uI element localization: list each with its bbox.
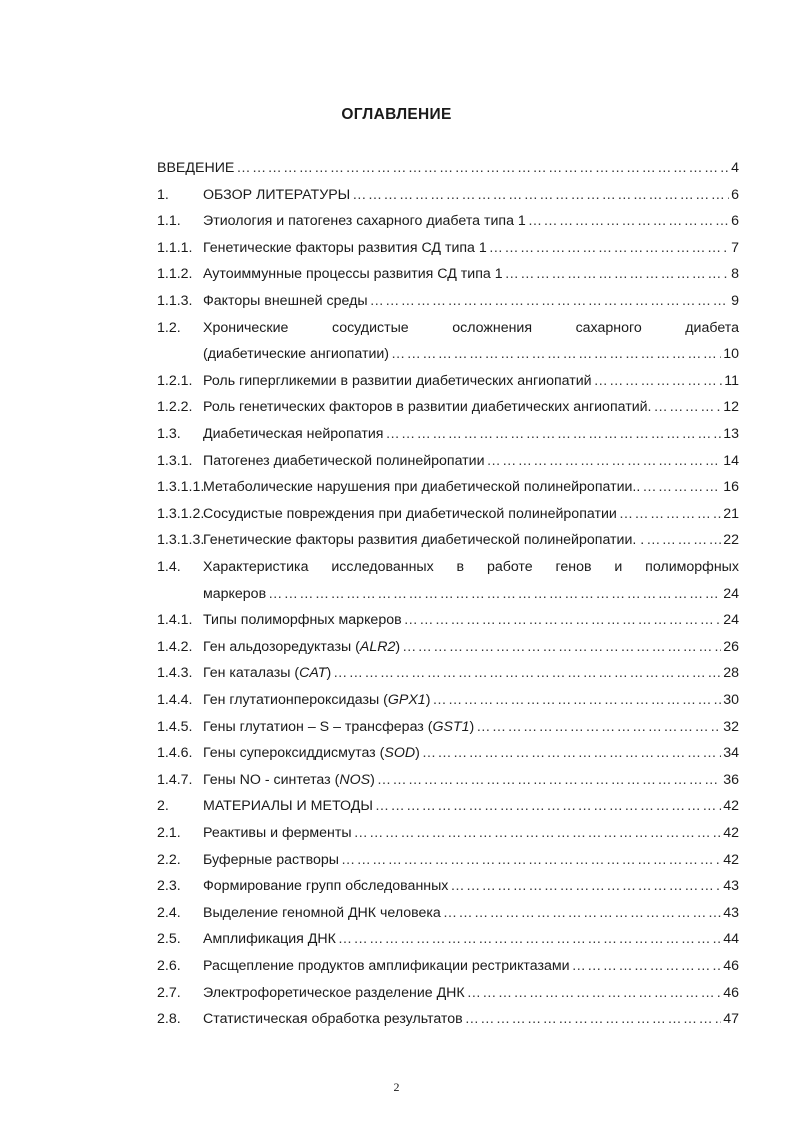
toc-entry-label: Гены NO - синтетаз (NOS) <box>203 771 375 788</box>
leader-dots <box>400 637 721 657</box>
toc-entry-word: в <box>456 559 465 575</box>
toc-entry-number: 1.3. <box>157 426 181 442</box>
toc-entry <box>157 371 739 391</box>
toc-entry-label: Амплификация ДНК <box>203 931 336 948</box>
toc-entry-page: 24 <box>723 612 739 629</box>
toc-entry <box>157 610 739 630</box>
toc-entry-number: 1.3.1.3. <box>157 532 205 549</box>
toc-entry <box>157 983 739 1003</box>
toc-entry-label: Генетические факторы развития СД типа 1 <box>203 239 487 256</box>
leader-dots <box>350 185 729 205</box>
leader-dots <box>640 477 721 497</box>
toc-entry <box>157 344 739 364</box>
toc-entry-label: Выделение геномной ДНК человека <box>203 904 441 921</box>
toc-entry-number: 1.4.5. <box>157 718 193 735</box>
toc-entry-word: полиморфных <box>645 559 739 575</box>
leader-dots <box>465 983 722 1003</box>
toc-entry-page: 26 <box>723 638 739 655</box>
toc-entry-number: 1. <box>157 186 169 203</box>
leader-dots <box>368 291 730 311</box>
toc-entry-page: 9 <box>731 293 739 309</box>
toc-entry-label: Роль гипергликемии в развитии диабетических ангиопатий <box>203 372 592 389</box>
toc-entry-word: Характеристика <box>203 559 309 575</box>
toc-entry <box>157 185 739 205</box>
leader-dots <box>644 530 721 550</box>
toc-entry-label: Реактивы и ферменты <box>203 825 352 841</box>
toc-entry <box>157 477 739 497</box>
toc-entry-number: 1.1.1. <box>157 239 193 256</box>
leader-dots <box>389 344 721 364</box>
leader-dots <box>375 770 721 790</box>
toc-entry-label: Сосудистые повреждения при диабетической полинейропатии <box>203 505 617 522</box>
leader-dots <box>448 876 721 896</box>
toc-entry-page: 34 <box>723 745 739 762</box>
gene-symbol: CAT <box>299 665 327 682</box>
toc-entry-label: Аутоиммунные процессы развития СД типа 1 <box>203 266 503 283</box>
toc-entry <box>157 876 739 896</box>
toc-entry <box>157 850 739 870</box>
toc-entry-label <box>203 557 739 577</box>
page-title: ОГЛАВЛЕНИЕ <box>341 106 452 123</box>
toc-entry <box>157 211 739 231</box>
gene-symbol: ALR2 <box>359 638 396 655</box>
toc-entry <box>157 424 739 444</box>
toc-entry-number: 2.5. <box>157 931 181 948</box>
toc-entry-label: Ген альдозоредуктазы (ALR2) <box>203 638 401 655</box>
toc-entry-page: 7 <box>731 239 739 256</box>
toc-entry-page: 43 <box>723 904 739 921</box>
toc-entry <box>157 291 739 311</box>
toc-entry-label: Этиология и патогенез сахарного диабета типа 1 <box>203 213 526 230</box>
toc-entry-label: Гены глутатион – S – трансфераз (GST1) <box>203 718 475 735</box>
toc-entry-page: 46 <box>723 984 739 1001</box>
leader-dots <box>234 158 729 178</box>
toc-entry-label: Статистическая обработка результатов <box>203 1011 463 1028</box>
leader-dots <box>617 504 721 524</box>
toc-entry <box>157 717 739 737</box>
toc-entry-word: диабета <box>685 319 739 336</box>
toc-entry <box>157 903 739 923</box>
toc-entry-page: 44 <box>723 931 739 948</box>
toc-entry-label: ОБЗОР ЛИТЕРАТУРЫ <box>203 186 351 203</box>
toc-entry <box>157 690 739 710</box>
toc-entry-label: Типы полиморфных маркеров <box>203 612 402 629</box>
leader-dots <box>336 929 721 949</box>
toc-entry-number: 1.4.4. <box>157 692 193 708</box>
toc-entry-label: Факторы внешней среды <box>203 293 368 309</box>
toc-entry-page: 46 <box>723 958 739 974</box>
leader-dots <box>430 690 721 710</box>
toc-entry-page: 14 <box>723 452 739 469</box>
toc-entry <box>157 264 739 284</box>
toc-entry-word: осложнения <box>452 319 533 336</box>
leader-dots <box>402 610 722 630</box>
toc-entry-page: 28 <box>723 665 739 682</box>
toc-entry-number: 2.3. <box>157 878 181 895</box>
toc-entry-page: 21 <box>723 505 739 522</box>
toc-entry-page: 47 <box>723 1011 739 1028</box>
toc-entry-page: 6 <box>731 186 739 203</box>
leader-dots <box>652 397 722 417</box>
leader-dots <box>463 1009 722 1029</box>
toc-entry-word: работе <box>486 559 533 575</box>
toc-entry <box>157 1009 739 1029</box>
leader-dots <box>383 424 721 444</box>
toc-entry-number: 2.2. <box>157 851 181 868</box>
toc-entry-word: сахарного <box>575 319 642 336</box>
toc-entry-page: 6 <box>731 213 739 230</box>
toc-entry-number: 2.7. <box>157 984 181 1001</box>
toc-entry-number: 2. <box>157 798 169 815</box>
toc-entry <box>157 397 739 417</box>
toc-entry <box>157 796 739 816</box>
toc-entry <box>157 929 739 949</box>
toc-entry-page: 11 <box>724 372 739 389</box>
toc-entry-number: 1.4.6. <box>157 745 193 762</box>
toc-entry-word: Хронические <box>203 319 289 336</box>
toc-entry-label: Гены супероксиддисмутаз (SOD) <box>203 745 420 762</box>
toc-entry-page: 42 <box>723 798 739 815</box>
toc-entry-number: 1.1. <box>157 213 181 230</box>
toc-entry <box>157 557 739 577</box>
toc-entry-number: 1.4. <box>157 559 181 575</box>
toc-entry-page: 42 <box>723 851 739 868</box>
toc-entry-number: 2.4. <box>157 904 181 921</box>
toc-entry-number: 1.4.1. <box>157 612 193 629</box>
toc-entry <box>157 770 739 790</box>
toc-entry <box>157 530 739 550</box>
toc-entry-page: 16 <box>723 479 739 496</box>
toc-entry <box>157 451 739 471</box>
toc-entry-label: Буферные растворы <box>203 851 339 868</box>
toc-entry-number: 2.1. <box>157 825 181 841</box>
toc-entry-number: 2.6. <box>157 958 181 974</box>
toc-entry-label: Метаболические нарушения при диабетической полинейропатии.. <box>203 479 641 496</box>
leader-dots <box>339 850 721 870</box>
toc-entry-label: Электрофоретическое разделение ДНК <box>203 984 465 1001</box>
toc-entry-page: 36 <box>723 771 739 788</box>
toc-entry <box>157 637 739 657</box>
toc-entry-number: 1.1.2. <box>157 266 193 283</box>
toc-entry-number: 1.4.7. <box>157 771 193 788</box>
toc-entry-number: 1.2.2. <box>157 399 193 416</box>
toc-entry-word: и <box>614 559 623 575</box>
toc-entry <box>157 318 739 338</box>
toc-entry-label: Генетические факторы развития диабетической полинейропатии. . <box>203 532 645 549</box>
leader-dots <box>420 743 721 763</box>
toc-entry-label: Ген глутатионпероксидазы (GPX1) <box>203 692 431 708</box>
leader-dots <box>474 717 721 737</box>
toc-entry-label: Роль генетических факторов в развитии диабетических ангиопатий. <box>203 399 652 416</box>
leader-dots <box>485 451 722 471</box>
toc-entry <box>157 504 739 524</box>
toc-entry-label <box>203 318 739 338</box>
leader-dots <box>373 796 721 816</box>
toc-entry-label: Ген каталазы (CAT) <box>203 665 332 682</box>
toc-entry-number: 1.4.2. <box>157 638 193 655</box>
toc-entry-word: сосудистые <box>331 319 409 336</box>
toc-entry-page: 32 <box>723 718 739 735</box>
toc-entry-number: 1.3.1.1. <box>157 479 205 496</box>
toc-entry-page: 12 <box>723 399 739 416</box>
toc-entry-label: Диабетическая нейропатия <box>203 426 384 442</box>
toc-entry <box>157 158 739 178</box>
leader-dots <box>441 903 721 923</box>
toc-entry-number: 1.3.1. <box>157 452 193 469</box>
toc-entry-number: 1.4.3. <box>157 665 193 682</box>
toc-entry <box>157 823 739 843</box>
gene-symbol: NOS <box>339 771 371 788</box>
toc-entry-page: 42 <box>723 825 739 841</box>
toc-entry <box>157 663 739 683</box>
toc-entry-label: МАТЕРИАЛЫ И МЕТОДЫ <box>203 798 373 815</box>
toc-entry-label: ВВЕДЕНИЕ <box>157 160 235 176</box>
toc-entry-page: 4 <box>731 160 739 176</box>
toc-entry <box>157 238 739 258</box>
gene-symbol: GPX1 <box>387 692 426 708</box>
toc-entry-page: 8 <box>731 266 739 283</box>
toc-entry-label: Формирование групп обследованных <box>203 878 449 895</box>
toc-entry-label: Расщепление продуктов амплификации рестриктазами <box>203 958 570 974</box>
toc-entry-number: 1.2. <box>157 319 181 336</box>
toc-entry <box>157 743 739 763</box>
toc-entry-page: 10 <box>723 346 739 363</box>
toc-entry <box>157 956 739 976</box>
toc-entry-page: 22 <box>723 532 739 549</box>
toc-entry-label-continued: (диабетические ангиопатии) <box>203 346 390 363</box>
toc-entry-label: Патогенез диабетической полинейропатии <box>203 452 485 469</box>
leader-dots <box>352 823 722 843</box>
toc-entry-page: 13 <box>723 426 739 442</box>
leader-dots <box>592 371 723 391</box>
leader-dots <box>487 238 729 258</box>
leader-dots <box>526 211 729 231</box>
toc-entry-label-continued: маркеров <box>203 585 267 602</box>
leader-dots <box>503 264 730 284</box>
toc-entry-number: 1.3.1.2. <box>157 505 205 522</box>
gene-symbol: SOD <box>384 745 416 762</box>
gene-symbol: GST1 <box>432 718 470 735</box>
toc-entry-number: 1.1.3. <box>157 293 193 309</box>
leader-dots <box>331 663 721 683</box>
toc-entry-word: исследованных <box>331 559 434 575</box>
page-number: 2 <box>393 1080 400 1094</box>
leader-dots <box>266 584 721 604</box>
toc-entry-page: 43 <box>723 878 739 895</box>
toc-entry-page: 24 <box>723 585 739 602</box>
toc-entry-number: 1.2.1. <box>157 372 193 389</box>
toc-entry <box>157 584 739 604</box>
toc-entry-number: 2.8. <box>157 1011 181 1028</box>
leader-dots <box>570 956 722 976</box>
toc-entry-word: генов <box>555 559 592 575</box>
toc-entry-page: 30 <box>723 692 739 708</box>
